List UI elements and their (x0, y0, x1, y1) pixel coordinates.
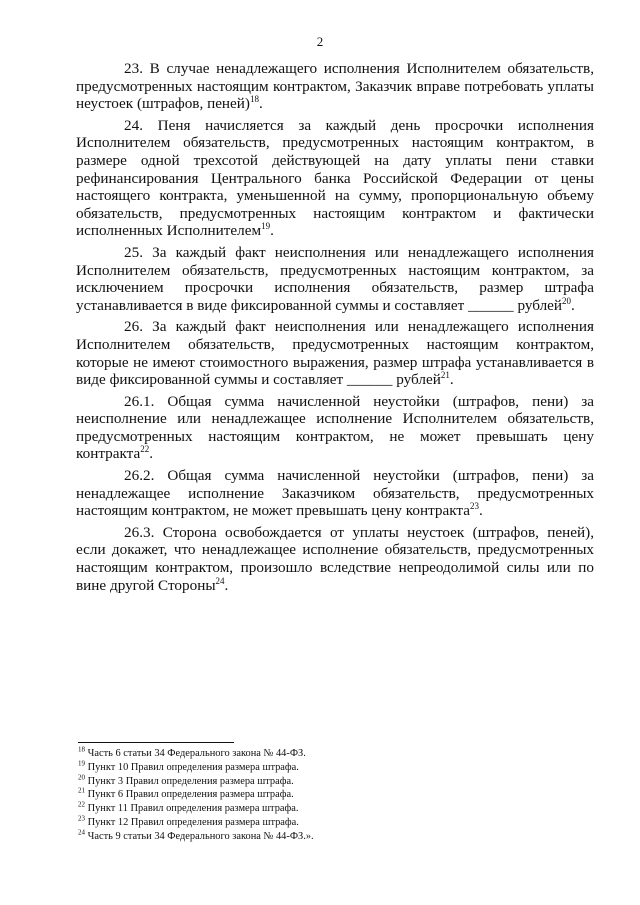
footnote-number: 19 (78, 759, 85, 768)
paragraph-tail: . (259, 95, 263, 113)
footnote-ref: 23 (470, 501, 479, 512)
footnote-text: Часть 6 статьи 34 Федерального закона № 44-ФЗ. (87, 748, 306, 759)
paragraph-26 (76, 318, 594, 388)
paragraph-tail: . (270, 222, 274, 240)
footnote-23 (78, 816, 498, 830)
footnote-number: 18 (78, 745, 85, 754)
footnote-18 (78, 747, 498, 761)
paragraph-25 (76, 244, 594, 314)
footnote-ref: 22 (140, 444, 150, 455)
footnote-number: 24 (78, 828, 85, 837)
footnote-text: Пункт 3 Правил определения размера штрафа. (87, 775, 294, 787)
footnote-24 (78, 830, 498, 844)
footnote-number: 20 (78, 773, 85, 782)
footnote-ref: 20 (562, 295, 572, 306)
paragraph-24 (76, 117, 594, 240)
paragraph-26-3 (76, 524, 594, 594)
paragraph-text: 26.1. Общая сумма начисленной неустойки (штрафов, пени) за неисполнение или ненадлежащее исполнение Исполнителем обязательств, предусмотренных настоящим контрактом, не может превышать цену контракта (76, 392, 594, 463)
paragraph-text: 26. За каждый факт неисполнения или ненадлежащего исполнения Исполнителем обязательств, предусмотренных настоящим контрактом, которые не имеют стоимостного выражения, размер штрафа устанавливается в виде фиксированной суммы и составляет ______ рублей (76, 318, 594, 389)
footnote-number: 22 (78, 800, 85, 809)
paragraph-tail: . (479, 502, 483, 520)
paragraph-23 (76, 60, 594, 113)
footnote-text: Пункт 10 Правил определения размера штрафа. (87, 761, 299, 773)
footnote-21 (78, 788, 498, 802)
paragraph-tail: . (149, 445, 154, 463)
paragraph-text: 24. Пеня начисляется за каждый день просрочки исполнения Исполнителем обязательств, предусмотренных настоящим контрактом, в размере одной трехсотой действующей на дату уплаты пени ставки рефинансирования Центрального банка Российской Федерации от цены настоящего контракта, уменьшенной на сумму, пропорциональную объему обязательств, предусмотренных настоящим контрактом и фактически исполненных Исполнителем (76, 116, 594, 240)
footnote-22 (78, 802, 498, 816)
footnote-text: Пункт 6 Правил определения размера штрафа. (87, 789, 294, 801)
paragraph-text: 26.3. Сторона освобождается от уплаты неустоек (штрафов, пеней), если докажет, что ненадлежащее исполнение обязательств, предусмотренных настоящим контрактом, произошло вследствие непреодолимой силы или по вине другой Стороны (76, 523, 594, 594)
paragraph-tail: . (571, 296, 575, 314)
footnote-text: Пункт 11 Правил определения размера штрафа. (87, 803, 299, 815)
paragraph-text: 25. За каждый факт неисполнения или ненадлежащего исполнения Исполнителем обязательств, предусмотренных настоящим контрактом, за исключением просрочки исполнения обязательств, размер штрафа устанавливается в виде фиксированной суммы и составляет ______ рублей (76, 243, 594, 314)
footnote-divider (78, 742, 234, 743)
paragraph-tail: . (449, 371, 454, 389)
paragraph-26-2 (76, 467, 594, 520)
footnote-text: Пункт 12 Правил определения размера штрафа. (87, 816, 299, 828)
body-text (76, 60, 594, 598)
footnote-number: 21 (78, 786, 85, 795)
paragraph-tail: . (224, 576, 229, 594)
footnote-20 (78, 775, 498, 789)
footnote-number: 23 (78, 814, 85, 823)
footnote-ref: 19 (261, 221, 271, 232)
footnote-ref: 18 (250, 94, 259, 105)
page-number: 2 (316, 34, 324, 49)
footnote-ref: 24 (215, 575, 225, 586)
footnote-text: Часть 9 статьи 34 Федерального закона № 44-ФЗ.». (87, 830, 314, 842)
footnotes (78, 742, 498, 844)
footnote-19 (78, 761, 498, 775)
paragraph-text: 26.2. Общая сумма начисленной неустойки (штрафов, пени) за ненадлежащее исполнение Заказчиком обязательств, предусмотренных настоящим контрактом, не может превышать цену контракта (76, 467, 594, 520)
paragraph-text: 23. В случае ненадлежащего исполнения Исполнителем обязательств, предусмотренных настоящим контрактом, Заказчик вправе потребовать уплаты неустоек (штрафов, пеней) (76, 60, 594, 113)
paragraph-26-1 (76, 393, 594, 463)
footnote-ref: 21 (440, 370, 450, 381)
